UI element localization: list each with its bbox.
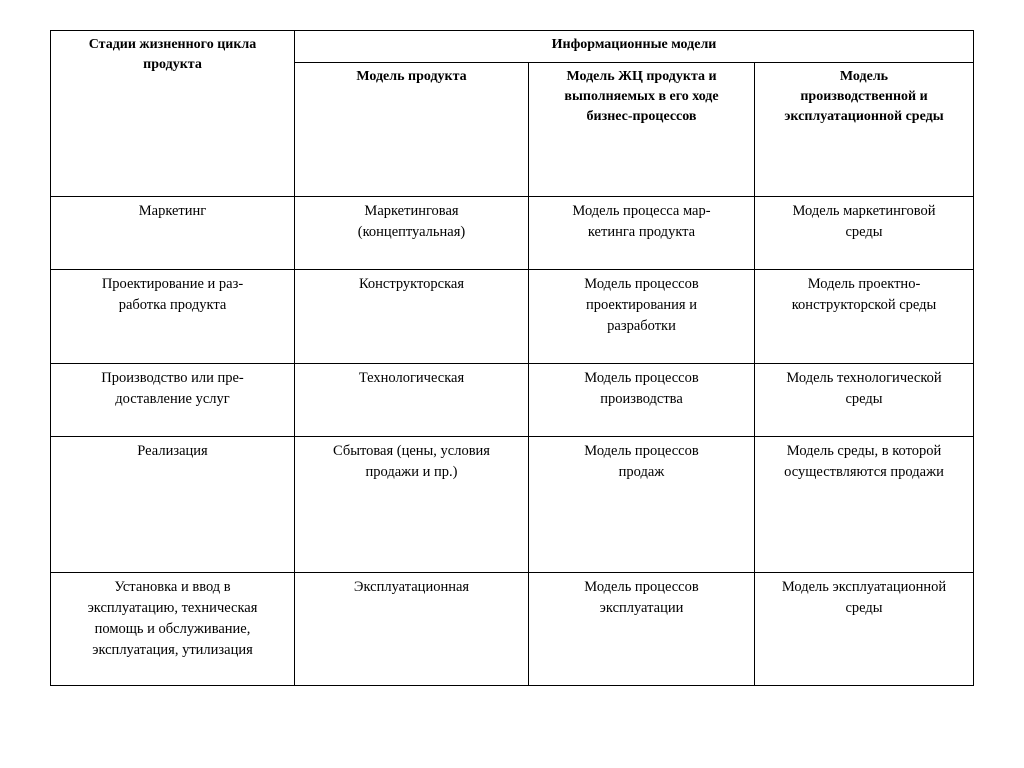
cell-product [295,437,529,573]
cell-lifecycle-text: Модель процессов эксплуатации [584,579,699,616]
cell-environment-text: Модель проектно- конструкторской среды [791,276,937,313]
cell-product-text: Технологическая [358,370,465,386]
header-models [295,31,974,63]
cell-environment [755,364,974,437]
header-product-model-label: Модель продукта [356,69,467,84]
cell-lifecycle [529,573,755,686]
cell-product-text: Сбытовая (цены, условия продажи и пр.) [333,443,490,480]
header-stages-label: Стадии жизненного цикла продукта [88,37,257,72]
cell-stage-text: Маркетинг [138,203,207,219]
table-row [51,573,974,686]
cell-stage [51,364,295,437]
table-row [51,437,974,573]
header-environment-model-label: Модель производственной и эксплуатационной среды [784,69,944,124]
cell-stage [51,573,295,686]
cell-lifecycle [529,364,755,437]
cell-product [295,573,529,686]
cell-stage [51,270,295,364]
cell-environment-text: Модель технологической среды [786,370,942,407]
header-models-label: Информационные модели [551,37,717,52]
header-lifecycle-model-label: Модель ЖЦ продукта и выполняемых в его ходе бизнес-процессов [564,69,719,124]
cell-environment-text: Модель маркетинговой среды [792,203,936,240]
cell-lifecycle-text: Модель процессов проектирования и разработки [584,276,699,334]
cell-product-text: Маркетинговая (концептуальная) [357,203,466,240]
table-row [51,364,974,437]
header-product-model [295,63,529,197]
cell-environment [755,437,974,573]
cell-stage [51,437,295,573]
cell-environment [755,270,974,364]
cell-product [295,364,529,437]
header-stages [51,31,295,197]
cell-lifecycle [529,197,755,270]
cell-stage-text: Производство или пре- доставление услуг [101,370,244,407]
cell-environment-text: Модель эксплуатационной среды [781,579,947,616]
cell-environment-text: Модель среды, в которой осуществляются продажи [784,443,944,480]
cell-lifecycle [529,270,755,364]
cell-product [295,270,529,364]
cell-lifecycle-text: Модель процессов продаж [584,443,699,480]
cell-lifecycle-text: Модель процесса мар- кетинга продукта [572,203,711,240]
cell-environment [755,197,974,270]
table-row [51,197,974,270]
header-environment-model [755,63,974,197]
cell-lifecycle-text: Модель процессов производства [584,370,699,407]
cell-stage-text: Установка и ввод в эксплуатацию, техническая помощь и обслуживание, эксплуатация, утилизация [87,579,258,658]
cell-product [295,197,529,270]
header-row-top [51,31,974,63]
cell-environment [755,573,974,686]
cell-stage-text: Реализация [137,443,208,459]
header-lifecycle-model [529,63,755,197]
information-models-table [50,30,974,686]
cell-product-text: Эксплуатационная [353,579,470,595]
cell-stage [51,197,295,270]
cell-product-text: Конструкторская [358,276,465,292]
table-row [51,270,974,364]
cell-stage-text: Проектирование и раз- работка продукта [101,276,244,313]
cell-lifecycle [529,437,755,573]
